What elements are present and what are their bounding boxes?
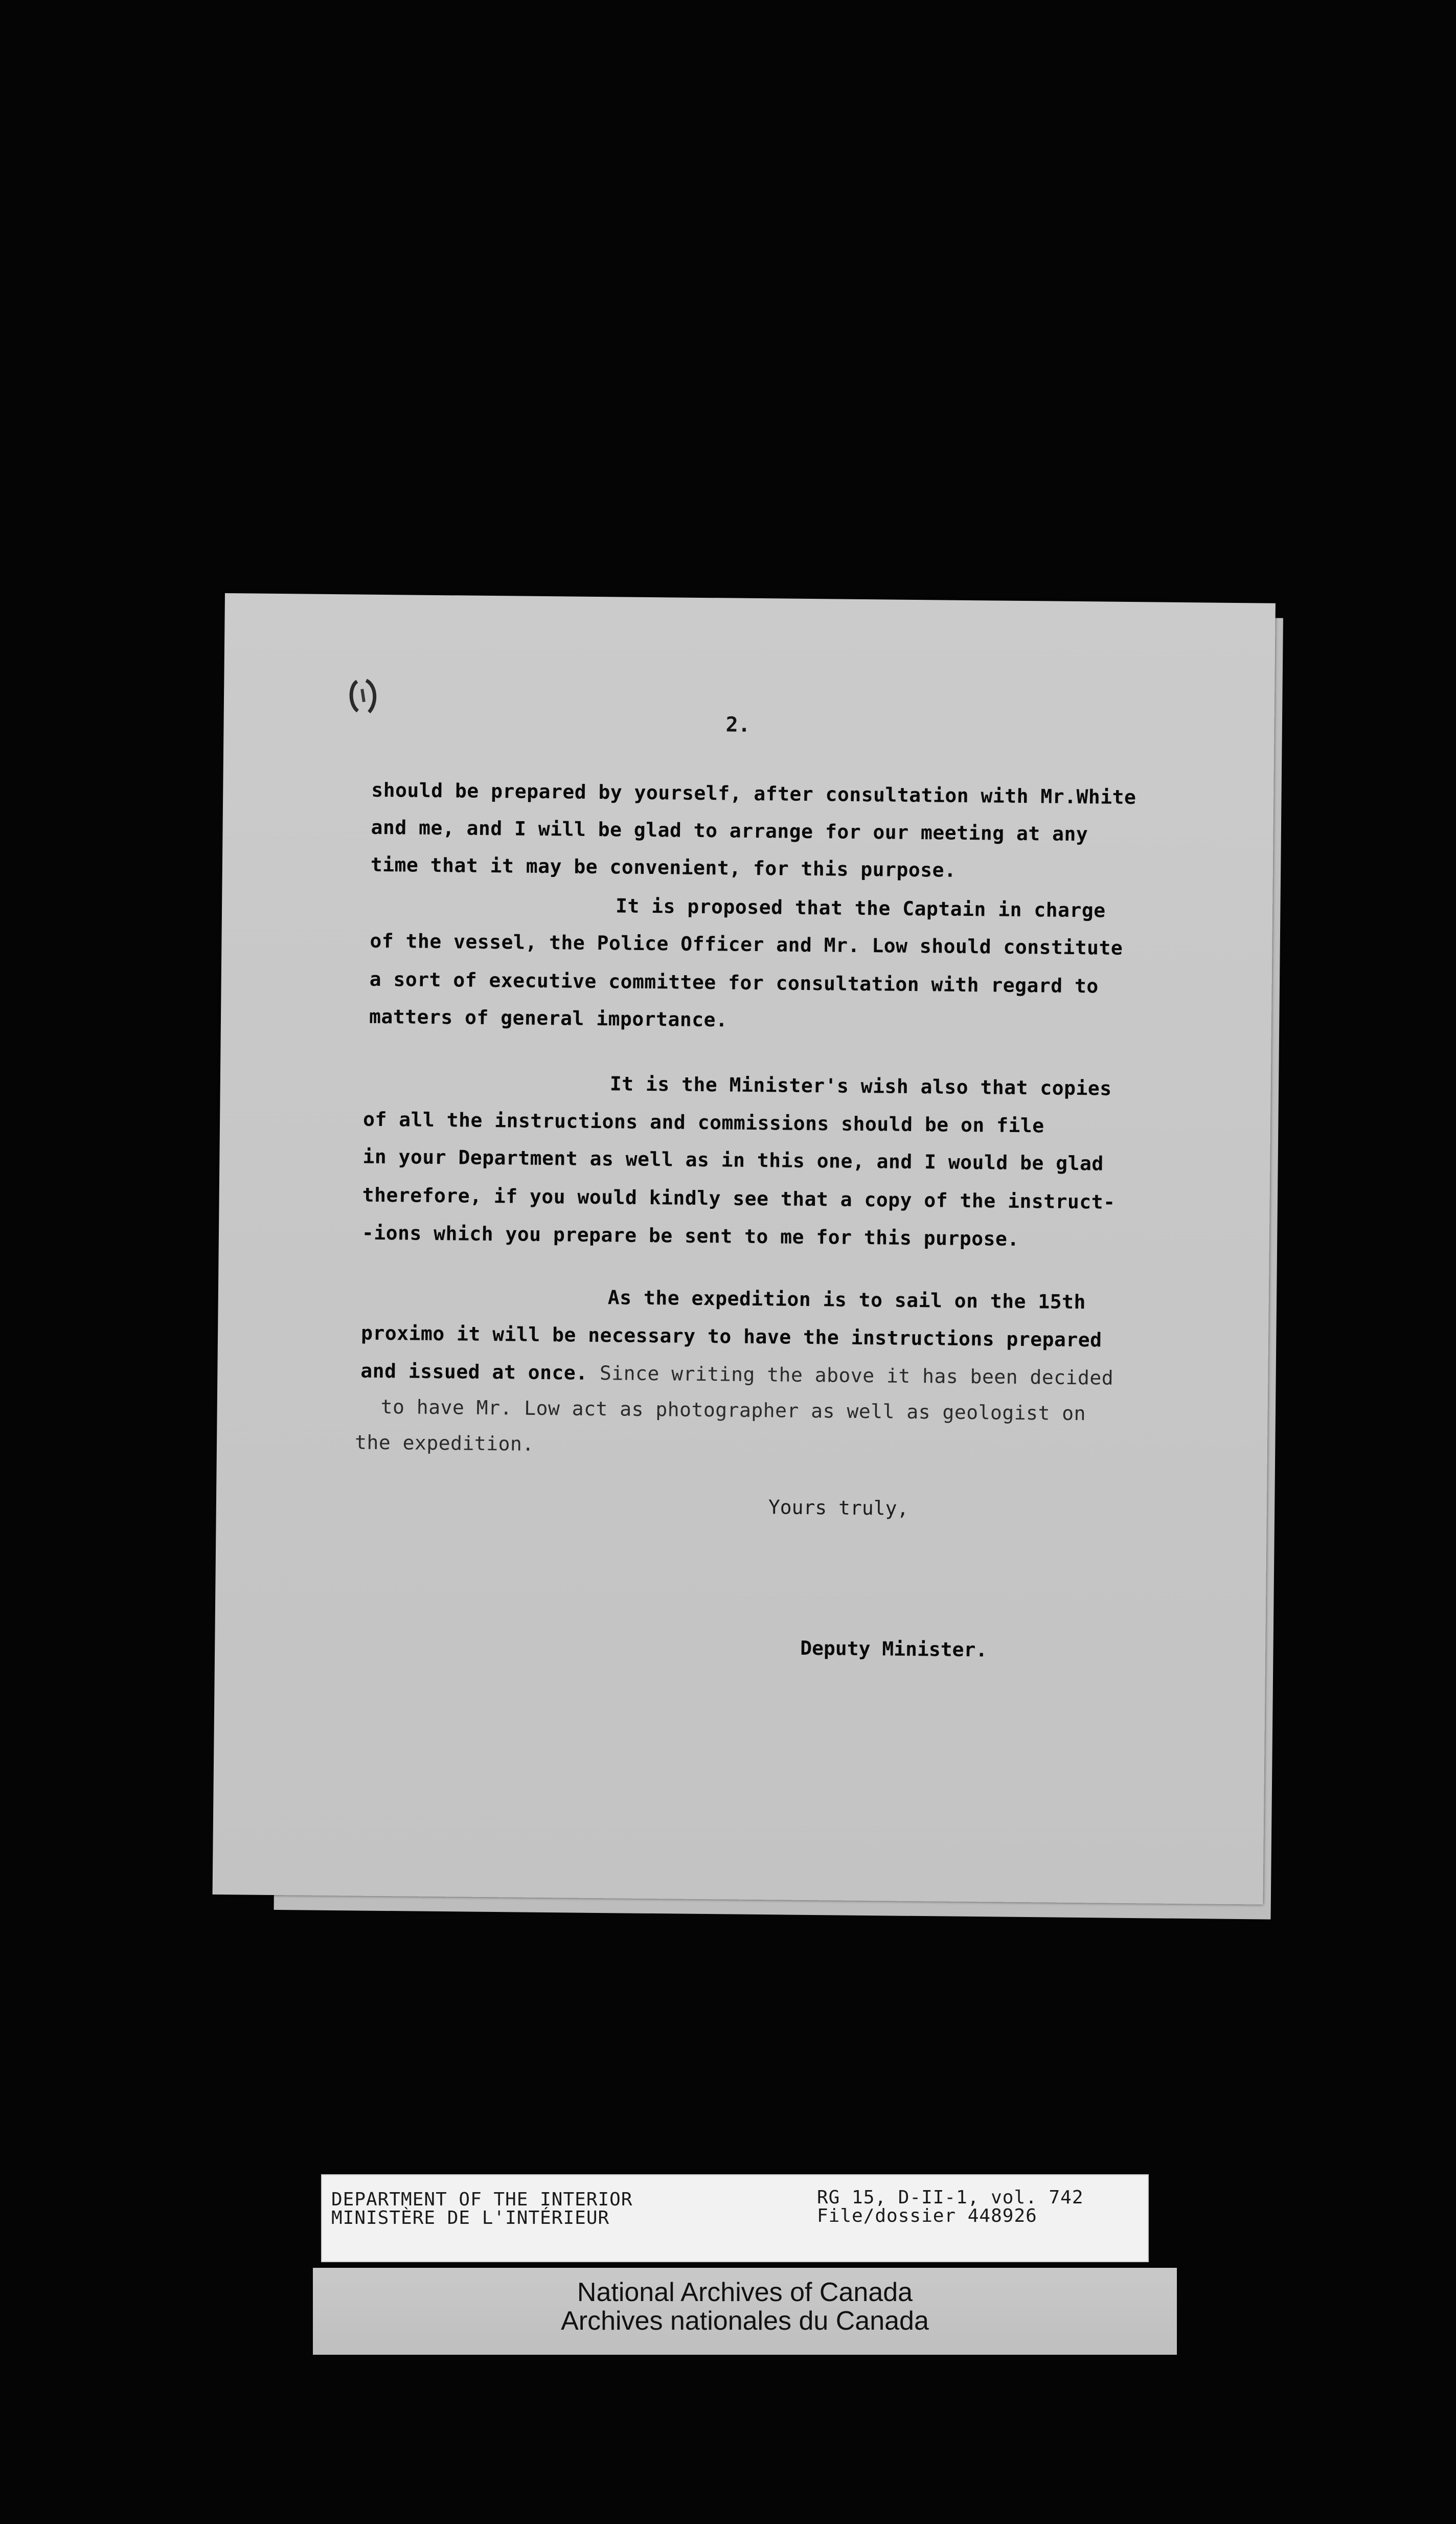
archives-banner <box>313 2268 1177 2355</box>
body-line: and me, and I will be glad to arrange for our meeting at any <box>371 816 1088 846</box>
body-line: therefore, if you would kindly see that a copy of the instruct- <box>362 1183 1116 1213</box>
body-line: As the expedition is to sail on the 15th <box>607 1286 1086 1314</box>
signature-title: Deputy Minister. <box>800 1636 988 1661</box>
body-line-bold-part: and issued at once. <box>360 1359 588 1384</box>
hole-punch-mark <box>347 676 383 717</box>
archives-name-fr: Archives nationales du Canada <box>561 2306 929 2336</box>
department-name-en: DEPARTMENT OF THE INTERIOR <box>331 2189 633 2210</box>
reference-label <box>321 2174 1149 2262</box>
body-line: a sort of executive committee for consultation with regard to <box>369 967 1099 998</box>
letter-page <box>213 593 1276 1905</box>
body-line: of all the instructions and commissions should be on file <box>362 1108 1044 1137</box>
body-line: in your Department as well as in this one, and I would be glad <box>362 1145 1104 1175</box>
body-line: It is the Minister's wish also that copies <box>609 1072 1112 1100</box>
body-line: the expedition. <box>354 1431 534 1455</box>
body-line-added-part: Since writing the above it has been decided <box>587 1361 1114 1389</box>
body-line: matters of general importance. <box>369 1005 728 1031</box>
closing: Yours truly, <box>768 1496 909 1520</box>
body-line: proximo it will be necessary to have the instructions prepared <box>360 1321 1102 1351</box>
body-line: of the vessel, the Police Officer and Mr. Low should constitute <box>370 929 1123 959</box>
archives-name-en: National Archives of Canada <box>577 2278 913 2307</box>
body-line <box>360 1360 1113 1389</box>
page-number: 2. <box>725 713 750 737</box>
body-line: It is proposed that the Captain in charge <box>615 894 1106 922</box>
body-line: should be prepared by yourself, after consultation with Mr.White <box>371 778 1136 809</box>
record-group: RG 15, D-II-1, vol. 742 <box>817 2187 1084 2208</box>
file-number: File/dossier 448926 <box>817 2205 1037 2226</box>
department-name-fr: MINISTÈRE DE L'INTÉRIEUR <box>331 2207 610 2228</box>
body-line: to have Mr. Low act as photographer as well as geologist on <box>380 1395 1086 1425</box>
body-line: -ions which you prepare be sent to me for this purpose. <box>361 1221 1019 1250</box>
body-line: time that it may be convenient, for this purpose. <box>370 853 957 882</box>
